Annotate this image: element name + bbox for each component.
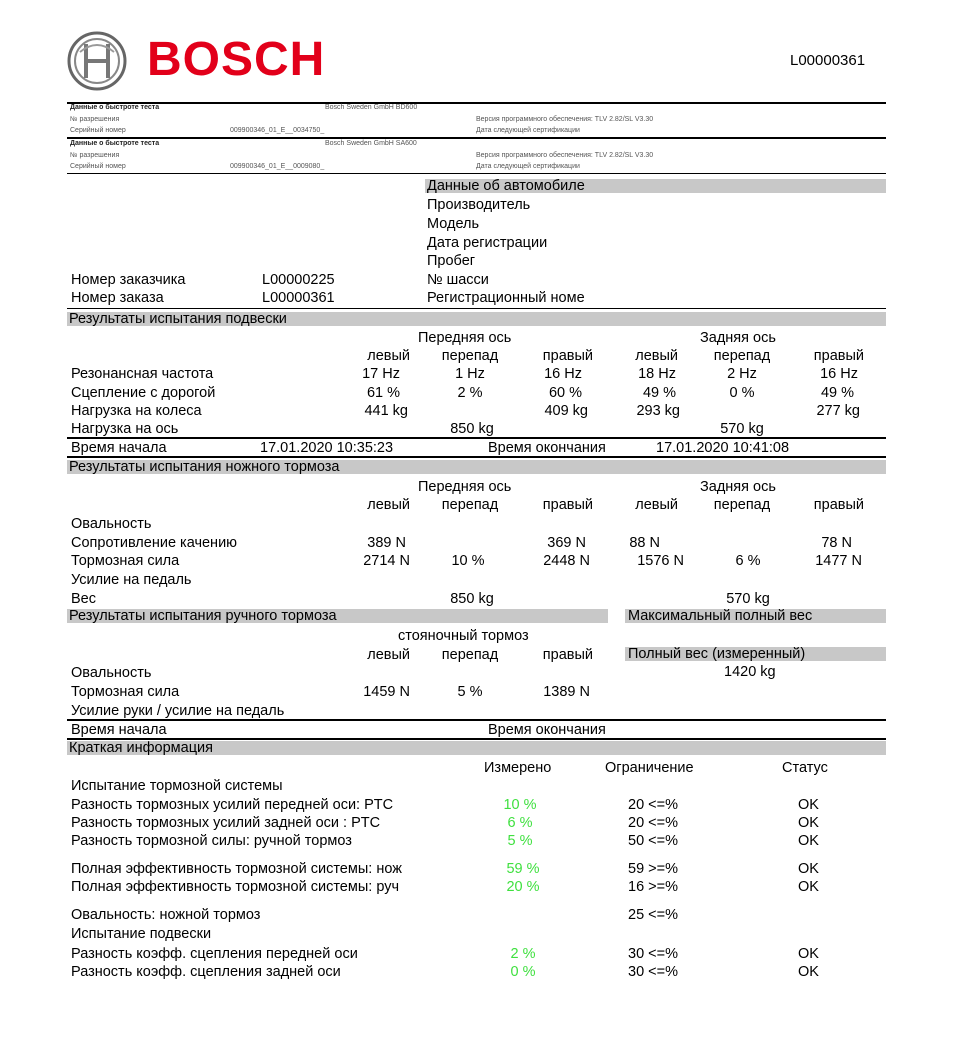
device1-title: Данные о быстроте теста [70,104,160,111]
susp-end-label: Время окончания [488,440,606,456]
summary-col-measured: Измерено [484,760,552,776]
brand-logo-text: BOSCH [147,33,326,86]
vehicle-title: Данные об автомобиле [427,178,585,194]
hb-col-left: левый [367,647,410,663]
hb-row-ovality: Овальность [71,665,152,681]
vehicle-chassis: № шасси [427,272,489,288]
susp-col-fd: перепад [441,348,499,364]
vehicle-mileage: Пробег [427,253,476,269]
susp-col-fl: левый [367,348,410,364]
suspension-title: Результаты испытания подвески [69,311,287,327]
fb-col-fd: перепад [441,497,499,513]
vehicle-manufacturer: Производитель [427,197,531,213]
report-id: L00000361 [790,52,866,69]
fb-front-axle: Передняя ось [418,479,512,495]
fb-col-fl: левый [367,497,410,513]
vehicle-reg-date: Дата регистрации [427,235,548,251]
susp-col-rd: перепад [713,348,771,364]
device2-serial-label: Серийный номер [70,163,126,170]
fb-col-rl: левый [635,497,678,513]
device1-serial: 009900346_01_E__0034750_ [230,127,325,134]
bosch-armature-logo-icon [66,30,128,92]
susp-col-rl: левый [635,348,678,364]
susp-end-time: 17.01.2020 10:41:08 [656,440,790,456]
fb-col-rd: перепад [713,497,771,513]
hb-row-force-ratio: Усилие руки / усилие на педаль [71,703,285,719]
susp-front-axle: Передняя ось [418,330,512,346]
device1-software: Версия программного обеспечения: TLV 2.82/SL V3.30 [476,116,654,123]
fb-row-pedal: Усилие на педаль [71,572,192,588]
customer-number: L00000225 [262,272,335,288]
vehicle-model: Модель [427,216,480,232]
device2-cert: Дата следующей сертификации [476,163,580,170]
device2-software: Версия программного обеспечения: TLV 2.82/SL V3.30 [476,152,654,159]
device2-title: Данные о быстроте теста [70,140,160,147]
device2-serial: 009900346_01_E__0009080_ [230,163,325,170]
order-number: L00000361 [262,290,335,306]
hb-end-label: Время окончания [488,722,606,738]
max-weight-title: Максимальный полный вес [628,608,813,624]
fb-col-rr: правый [813,497,864,513]
foot-brake-title: Результаты испытания ножного тормоза [69,459,340,475]
susp-start-label: Время начала [71,440,167,456]
measured-weight: 1420 kg [724,664,776,680]
hb-col-diff: перепад [441,647,499,663]
susp-col-rr: правый [813,348,864,364]
customer-label: Номер заказчика [71,272,186,288]
susp-start-time: 17.01.2020 10:35:23 [260,440,394,456]
order-label: Номер заказа [71,290,164,306]
device1-serial-label: Серийный номер [70,127,126,134]
summary-col-limit: Ограничение [605,760,694,776]
hb-start-label: Время начала [71,722,167,738]
fb-col-fr: правый [542,497,593,513]
device1-cert: Дата следующей сертификации [476,127,580,134]
susp-col-fr: правый [542,348,593,364]
hb-subtitle: стояночный тормоз [398,628,529,644]
vehicle-reg-number: Регистрационный номе [427,290,585,306]
measured-weight-label: Полный вес (измеренный) [628,646,806,662]
device2-approval: № разрешения [70,152,120,159]
fb-row-ovality: Овальность [71,516,152,532]
summary-suspension-header: Испытание подвески [71,926,212,942]
susp-rear-axle: Задняя ось [700,330,776,346]
summary-title: Краткая информация [69,740,213,756]
hand-brake-title: Результаты испытания ручного тормоза [69,608,337,624]
hb-col-right: правый [542,647,593,663]
device2-maker: Bosch Sweden GmbH SA600 [325,140,417,147]
device1-maker: Bosch Sweden GmbH BD600 [325,104,418,111]
fb-rear-axle: Задняя ось [700,479,776,495]
summary-col-status: Статус [782,760,828,776]
summary-brake-header: Испытание тормозной системы [71,778,283,794]
device1-approval: № разрешения [70,116,120,123]
